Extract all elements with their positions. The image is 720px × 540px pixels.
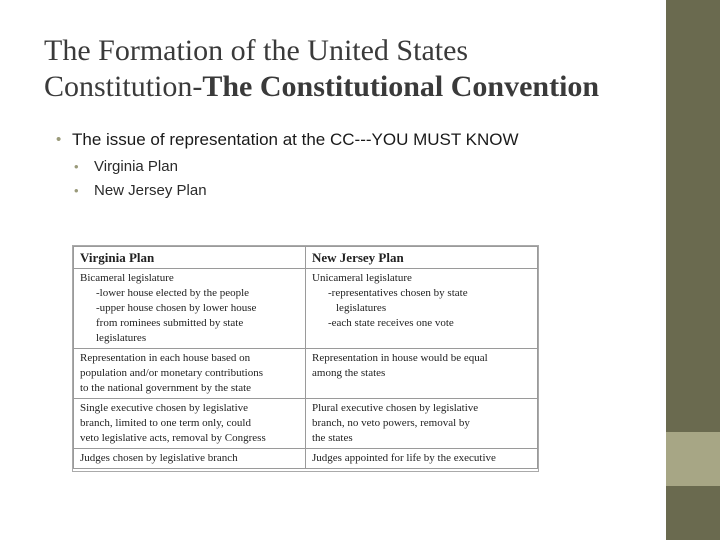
cell-line: Bicameral legislature xyxy=(80,272,174,284)
title-line-2-plain: Constitution- xyxy=(44,70,203,103)
cell-virginia-judges xyxy=(74,449,306,469)
cell-line: Unicameral legislature xyxy=(312,272,412,284)
cell-line: the states xyxy=(312,432,353,444)
cell-virginia-executive xyxy=(74,399,306,449)
cell-line: Judges appointed for life by the executive xyxy=(312,452,496,464)
cell-line: Representation in house would be equal xyxy=(312,352,488,364)
cell-line: Judges chosen by legislative branch xyxy=(80,452,238,464)
cell-line: to the national government by the state xyxy=(80,382,252,394)
header-virginia-plan: Virginia Plan xyxy=(74,247,306,269)
cell-line: veto legislative acts, removal by Congress xyxy=(80,432,266,444)
cell-new-jersey-legislature xyxy=(306,269,538,349)
cell-line: legislatures xyxy=(96,332,147,344)
cell-line: Plural executive chosen by legislative xyxy=(312,402,479,414)
table-row xyxy=(74,269,538,349)
cell-line: -each state receives one vote xyxy=(328,317,454,329)
title-line-2 xyxy=(44,69,654,105)
cell-line: -lower house elected by the people xyxy=(96,287,250,299)
table-row xyxy=(74,399,538,449)
sub-bullet-new-jersey: • New Jersey Plan xyxy=(74,179,656,203)
cell-virginia-representation xyxy=(74,349,306,399)
header-new-jersey-plan: New Jersey Plan xyxy=(306,247,538,269)
cell-line: from rominees submitted by state xyxy=(96,317,244,329)
table-row xyxy=(74,449,538,469)
cell-line: Single executive chosen by legislative xyxy=(80,402,249,414)
decorative-sidebar-accent xyxy=(666,432,720,486)
table-row xyxy=(74,349,538,399)
cell-new-jersey-judges xyxy=(306,449,538,469)
cell-new-jersey-representation xyxy=(306,349,538,399)
cell-line: branch, limited to one term only, could xyxy=(80,417,251,429)
cell-line: legislatures xyxy=(336,302,387,314)
main-bullet: • The issue of representation at the CC---YOU MUST KNOW xyxy=(56,128,656,152)
cell-line: population and/or monetary contributions xyxy=(80,367,263,379)
title-line-2-bold: The Constitutional Convention xyxy=(202,70,600,103)
cell-line: Representation in each house based on xyxy=(80,352,251,364)
sub-bullet-virginia: • Virginia Plan xyxy=(74,155,656,179)
cell-line: -representatives chosen by state xyxy=(328,287,468,299)
cell-line: branch, no veto powers, removal by xyxy=(312,417,470,429)
title-line-1: The Formation of the United States xyxy=(44,34,469,67)
plans-comparison-table xyxy=(73,246,538,469)
cell-line: among the states xyxy=(312,367,386,379)
plans-comparison-table-image xyxy=(72,245,539,472)
table-header-row xyxy=(74,247,538,269)
slide-title xyxy=(44,33,654,105)
cell-virginia-legislature xyxy=(74,269,306,349)
cell-line: -upper house chosen by lower house xyxy=(96,302,257,314)
bullet-list xyxy=(56,128,656,203)
cell-new-jersey-executive xyxy=(306,399,538,449)
